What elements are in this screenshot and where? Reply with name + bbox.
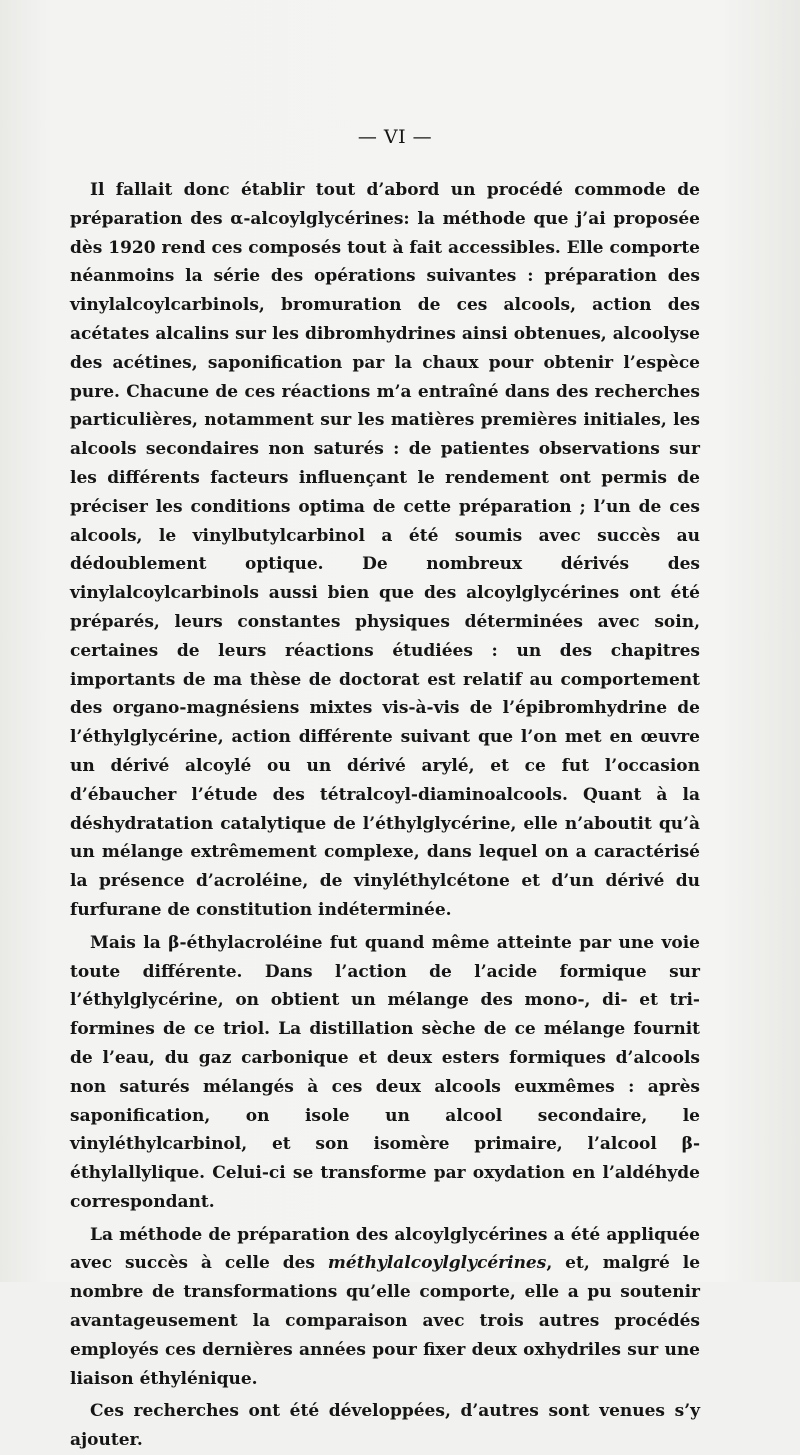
body-text	[70, 176, 700, 1455]
paragraph-4: Ces recherches ont été développées, d’autres sont venues s’y ajouter.	[70, 1401, 700, 1451]
paragraph-2: Mais la β-éthylacroléine fut quand même atteinte par une voie toute différente. Dans l’action de l’acide formique sur l’éthylglycérine, on obtient un mélange des mono-, di- et tri-formines de ce triol. La distillation sèche de ce mélange fournit de l’eau, du gaz carbonique et deux esters formiques d’alcools non saturés mélangés à ces deux alcools euxmêmes : après saponification, on isole un alcool secondaire, le vinyléthylcarbinol, et son isomère primaire, l’alcool β-éthylallylique. Celui-ci se transforme par oxydation en l’aldéhyde correspondant.	[70, 932, 700, 1212]
paragraph-1: Il fallait donc établir tout d’abord un procédé commode de préparation des α-alcoylglycérines: la méthode que j’ai proposée dès 1920 rend ces composés tout à fait accessibles. Elle comporte néanmoins la série des opérations suivantes : préparation des vinylalcoylcarbinols, bromuration de ces alcools, action des acétates alcalins sur les dibromhydrines ainsi obtenues, alcoolyse des acétines, saponification par la chaux pour obtenir l’espèce pure. Chacune de ces réactions m’a entraîné dans des recherches particulières, notamment sur les matières premières initiales, les alcools secondaires non saturés : de patientes observations sur les différents facteurs influençant le rendement ont permis de préciser les conditions optima de cette préparation ; l’un de ces alcools, le vinylbutylcarbinol a été soumis avec succès au dédoublement optique. De nombreux dérivés des vinylalcoylcarbinols aussi bien que des alcoylglycérines ont été préparés, leurs constantes physiques déterminées avec soin, certaines de leurs réactions étudiées : un des chapitres importants de ma thèse de doctorat est relatif au comportement des organo-magnésiens mixtes vis-à-vis de l’épibromhydrine de l’éthylglycérine, action différente suivant que l’on met en œuvre un dérivé alcoylé ou un dérivé arylé, et ce fut l’occasion d’ébaucher l’étude des tétralcoyl-diaminoalcools. Quant à la déshydratation catalytique de l’éthylglycérine, elle n’aboutit qu’à un mélange extrêmement complexe, dans lequel on a caractérisé la présence d’acroléine, de vinyléthylcétone et d’un dérivé du furfurane de constitution indéterminée.	[70, 180, 700, 920]
page-number: — VI —	[357, 126, 433, 148]
paragraph-3-end: , et, malgré le nombre de transformations qu’elle comporte, elle a pu soutenir avantageusement la comparaison avec trois autres procédés employés ces dernières années pour fixer deux oxhydriles sur une liaison éthylénique.	[70, 1253, 701, 1389]
paragraph-3	[70, 1221, 700, 1394]
paragraph-3-italic-term: méthylalcoylglycérines	[327, 1253, 547, 1274]
paragraph-3-start: La méthode de préparation des alcoylglycérines a été appliquée avec succès à celle des	[70, 1224, 700, 1274]
